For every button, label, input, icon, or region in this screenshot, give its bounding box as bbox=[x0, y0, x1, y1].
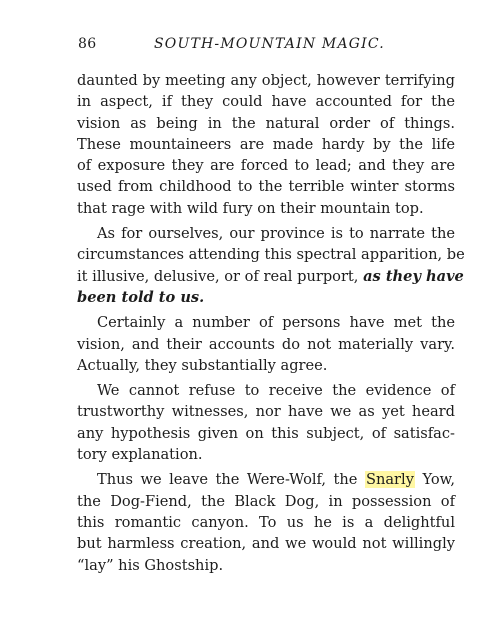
text-line: These mountaineers are made hardy by the life bbox=[77, 135, 455, 153]
text-line: circumstances attending this spectral apparition, be bbox=[77, 246, 465, 264]
text-line bbox=[77, 469, 455, 490]
page-number: 86 bbox=[78, 36, 97, 52]
text-line: used from childhood to the terrible winter storms bbox=[77, 178, 455, 196]
text-line bbox=[77, 287, 455, 308]
text-line: but harmless creation, and we would not willingly bbox=[77, 535, 455, 553]
paragraph-5 bbox=[77, 469, 455, 575]
paragraph-4 bbox=[77, 380, 455, 465]
running-title: SOUTH-MOUNTAIN MAGIC. bbox=[154, 36, 385, 52]
text-line: vision, and their accounts do not materially vary. bbox=[77, 335, 455, 353]
paragraph-2 bbox=[77, 223, 465, 308]
text-line: daunted by meeting any object, however terrifying bbox=[77, 72, 455, 89]
text-line: in aspect, if they could have accounted for the bbox=[77, 93, 455, 111]
text-line: any hypothesis given on this subject, of satisfac- bbox=[77, 424, 455, 442]
text-line: this romantic canyon. To us he is a delightful bbox=[77, 513, 455, 531]
text-line: We cannot refuse to receive the evidence of bbox=[97, 382, 455, 400]
text-line: “lay” his Ghostship. bbox=[77, 556, 224, 574]
page-header bbox=[78, 36, 456, 58]
text-line: of exposure they are forced to lead; and they are bbox=[77, 157, 455, 175]
text-line: tory explanation. bbox=[77, 446, 203, 464]
text-line: that rage with wild fury on their mountain top. bbox=[77, 199, 424, 217]
highlighted-text[interactable]: Snarly bbox=[365, 471, 414, 489]
paragraph-3 bbox=[77, 312, 455, 376]
text-line: As for ourselves, our province is to narrate the bbox=[97, 225, 455, 243]
text-line: Certainly a number of persons have met the bbox=[97, 314, 455, 332]
text-segment: Yow, bbox=[422, 471, 456, 489]
body-text bbox=[77, 70, 465, 576]
paragraph-1 bbox=[77, 70, 455, 219]
text-segment: it illusive, delusive, or of real purport, bbox=[77, 267, 359, 285]
text-segment: Thus we leave the Were-Wolf, the bbox=[97, 471, 358, 489]
emphasis-text: as they have bbox=[363, 267, 464, 285]
text-line: Actually, they substantially agree. bbox=[77, 356, 328, 374]
text-line: the Dog-Fiend, the Black Dog, in possession of bbox=[77, 492, 455, 510]
emphasis-text: been told to us. bbox=[77, 288, 205, 306]
text-line: vision as being in the natural order of things. bbox=[77, 114, 455, 132]
text-line: trustworthy witnesses, nor have we as yet heard bbox=[77, 403, 455, 421]
text-line bbox=[77, 266, 464, 287]
